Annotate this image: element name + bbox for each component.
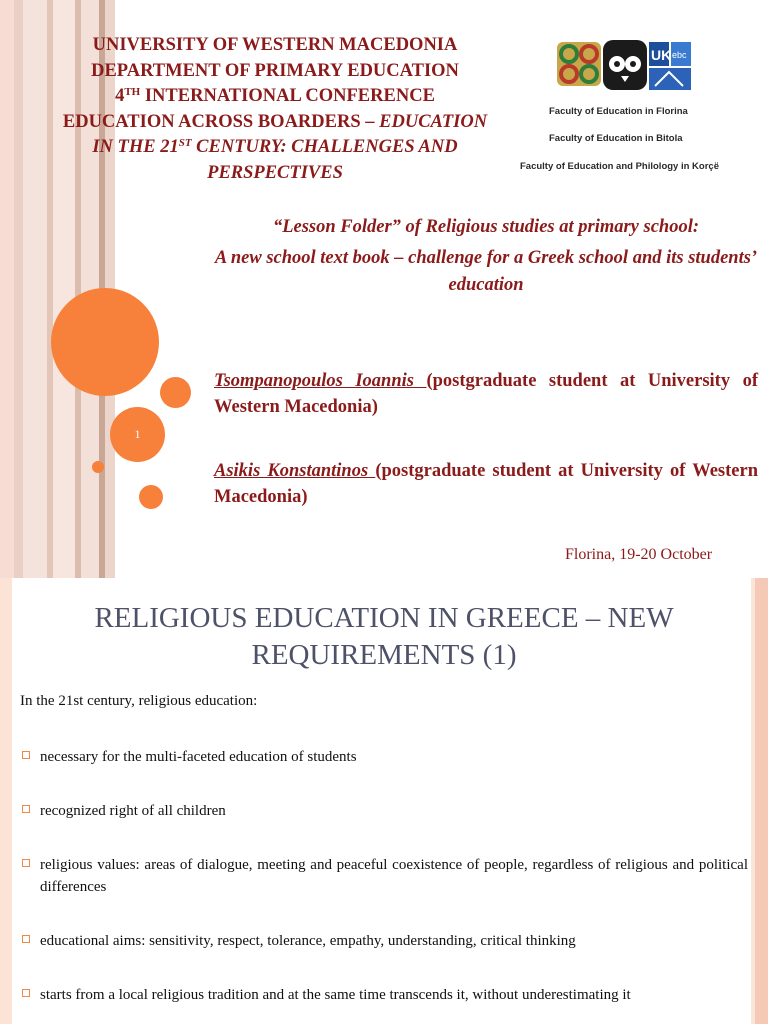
theme-part2: EDUCATION bbox=[379, 111, 488, 132]
list-item bbox=[20, 800, 748, 822]
conference-theme-line3: PERSPECTIVES bbox=[207, 162, 343, 183]
square-bullet-icon bbox=[22, 751, 30, 759]
square-bullet-icon bbox=[22, 859, 30, 867]
conference-title bbox=[30, 33, 520, 186]
list-item-text: educational aims: sensitivity, respect, tolerance, empathy, understanding, critical thinking bbox=[40, 933, 576, 949]
list-item bbox=[20, 930, 748, 952]
author-2-name: Asikis Konstantinos bbox=[214, 461, 376, 481]
list-item-text: starts from a local religious tradition and at the same time transcends it, without underestimating it bbox=[40, 987, 631, 1003]
author-1-name: Tsompanopoulos Ioannis bbox=[214, 371, 427, 391]
slide-number: 1 bbox=[134, 427, 141, 441]
list-item bbox=[20, 746, 748, 768]
author-2-affiliation: (postgraduate student at University of Western Macedonia) bbox=[214, 461, 758, 507]
faculty-logos bbox=[555, 38, 695, 94]
author-2 bbox=[214, 458, 758, 510]
decor-stripe bbox=[0, 0, 14, 578]
theme-part4: CENTURY: CHALLENGES AND bbox=[191, 137, 458, 157]
slide-number-badge bbox=[110, 407, 165, 462]
list-item-text: necessary for the multi-faceted education of students bbox=[40, 749, 357, 765]
theme-part1: EDUCATION ACROSS BOARDERS – bbox=[62, 111, 380, 132]
intro-text: In the 21st century, religious education: bbox=[20, 693, 258, 709]
decor-stripe bbox=[14, 0, 23, 578]
svg-text:UK: UK bbox=[651, 47, 672, 63]
list-item bbox=[20, 984, 748, 1006]
faculty-korce: Faculty of Education and Philology in Korçë bbox=[520, 161, 719, 172]
conference-theme-line1 bbox=[30, 110, 520, 136]
century-suffix: ST bbox=[178, 137, 192, 149]
theme-part3: IN THE 21 bbox=[92, 137, 179, 157]
conference-ordinal: 4 bbox=[115, 86, 125, 106]
presentation-title-line2: A new school text book – challenge for a Greek school and its students’ education bbox=[214, 248, 758, 295]
place-date: Florina, 19-20 October bbox=[565, 546, 713, 563]
decor-circle-tiny bbox=[92, 461, 104, 473]
presentation-title-line1: “Lesson Folder” of Religious studies at primary school: bbox=[272, 217, 700, 237]
knot-logo-icon bbox=[557, 42, 601, 86]
faculty-bitola: Faculty of Education in Bitola bbox=[549, 133, 683, 144]
decor-circle-small bbox=[139, 485, 163, 509]
svg-text:ebc: ebc bbox=[672, 50, 687, 60]
author-1-affiliation: (postgraduate student at University of Western Macedonia) bbox=[214, 371, 758, 417]
decor-edge-right bbox=[755, 578, 768, 1024]
bullet-list bbox=[20, 746, 748, 1024]
ordinal-suffix: TH bbox=[124, 86, 141, 98]
conference-label: INTERNATIONAL CONFERENCE bbox=[140, 86, 435, 106]
slide-title: RELIGIOUS EDUCATION IN GREECE – NEW REQUIREMENTS (1) bbox=[94, 602, 674, 671]
decor-circle-medium bbox=[160, 377, 191, 408]
list-item-text: recognized right of all children bbox=[40, 803, 226, 819]
author-1 bbox=[214, 368, 758, 420]
university-name: UNIVERSITY OF WESTERN MACEDONIA bbox=[92, 35, 458, 55]
presentation-title bbox=[210, 214, 762, 303]
owl-logo-icon bbox=[603, 40, 647, 90]
conference-name bbox=[30, 84, 520, 110]
list-item-text: religious values: areas of dialogue, meeting and peaceful coexistence of people, regardless of religious and political differences bbox=[40, 857, 748, 895]
content-slide bbox=[0, 578, 768, 1024]
square-bullet-icon bbox=[22, 935, 30, 943]
conference-theme-line2 bbox=[30, 135, 520, 161]
square-bullet-icon bbox=[22, 805, 30, 813]
decor-circle-large bbox=[51, 288, 159, 396]
list-item bbox=[20, 854, 748, 898]
department-name: DEPARTMENT OF PRIMARY EDUCATION bbox=[91, 60, 459, 81]
square-bullet-icon bbox=[22, 989, 30, 997]
uk-logo-icon bbox=[649, 42, 691, 90]
faculty-florina: Faculty of Education in Florina bbox=[549, 106, 688, 117]
decor-edge-left bbox=[0, 578, 12, 1024]
